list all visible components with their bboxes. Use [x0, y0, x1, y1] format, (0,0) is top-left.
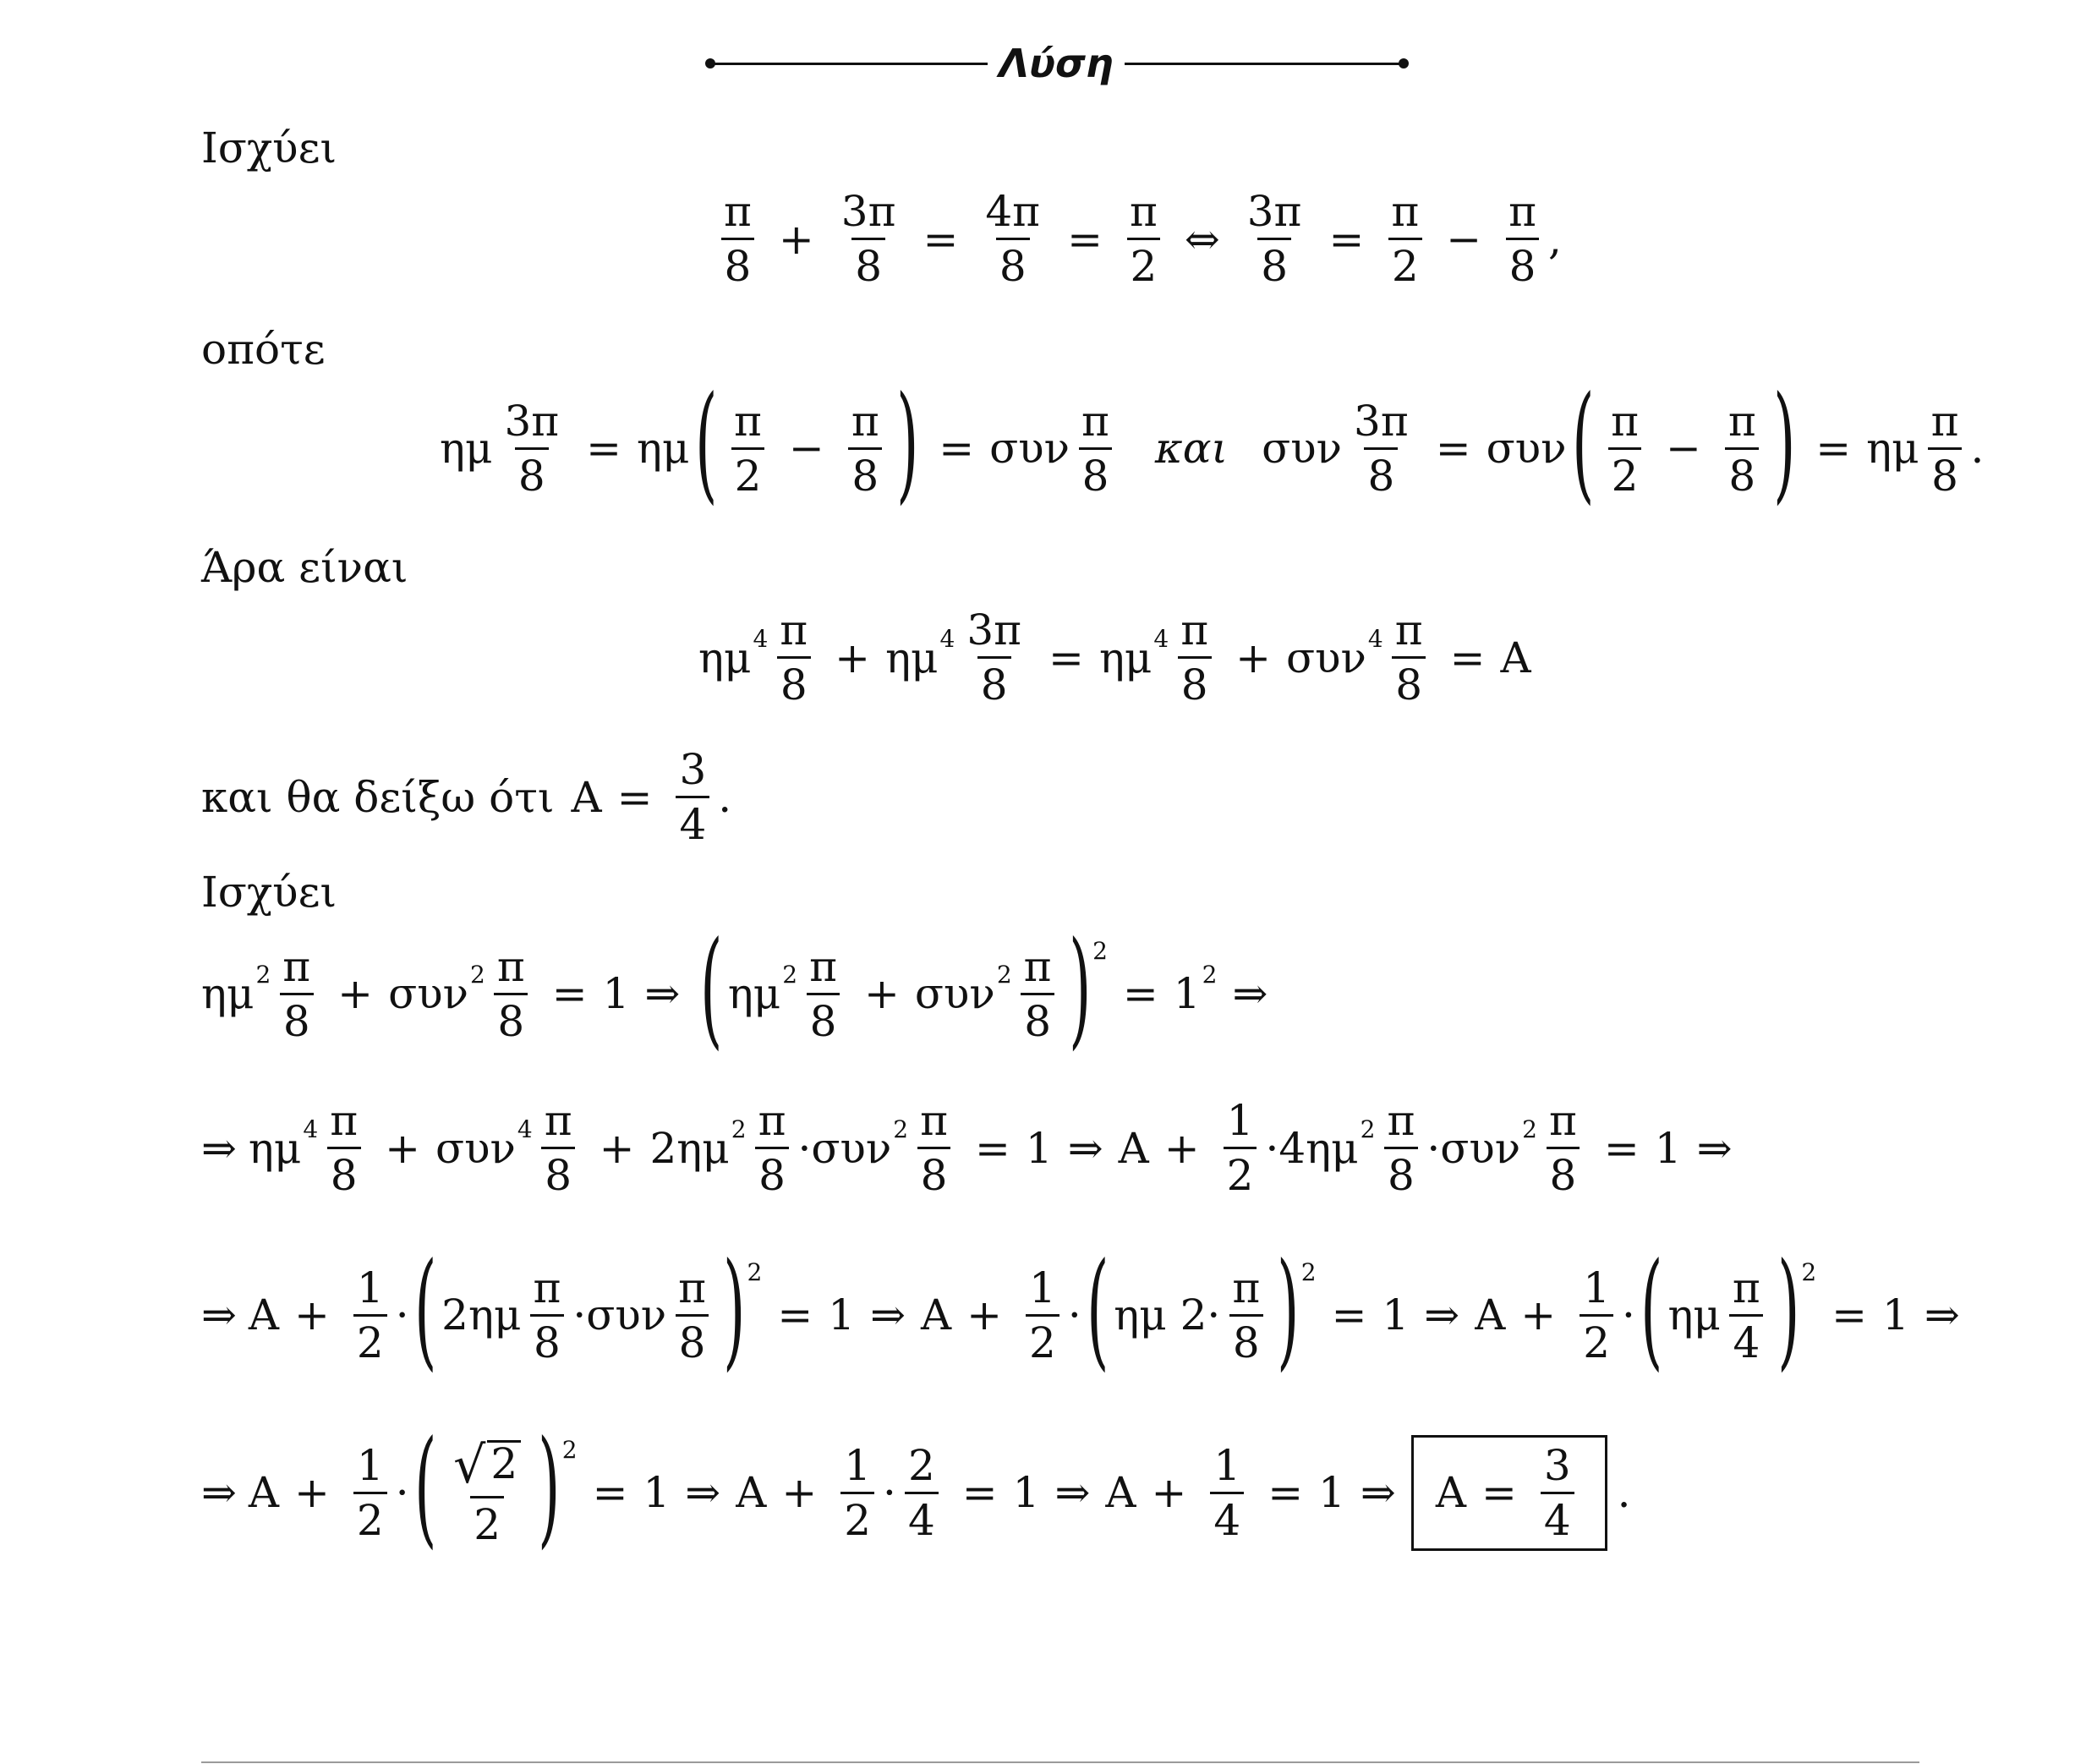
statement-show: και θα δείξω ότι Α = $\frac{3}{4}$ . [201, 745, 732, 849]
frac-sqrt2-2: √ 2 2 [450, 1440, 524, 1546]
header-left-rule [709, 63, 988, 65]
text-ara-einai: Άρα είναι [201, 543, 408, 592]
frac-pi-2-b: $\frac{\pi}{2}$ [1388, 190, 1422, 288]
final-answer-box: Α = $\frac{3}{4}$ [1411, 1435, 1607, 1551]
frac-pi-2: $\frac{\pi}{2}$ [1126, 190, 1161, 288]
equation-7: ⇒ Α + $\frac{1}{2}$ · ( √ 2 2 ) 2 = 1 ⇒ Α + $\frac{1}{2}$ · $\frac{2}{4}$ = 1 ⇒ Α + $\frac{1}{4}$ = 1 ⇒ Α = $\frac{3}{4}$ . [201, 1414, 1631, 1561]
text-isxyei-2: Ισχύει [201, 868, 337, 917]
equation-6: ⇒ Α + $\frac{1}{2}$ · ( 2ημ $\frac{\pi}{8}$ · συν $\frac{\pi}{8}$ ) 2 = 1 ⇒ Α + $\frac{1}{2}$ · ( ημ 2 · $\frac{\pi}{8}$ ) 2 = 1 ⇒ Α + $\frac{1}{2}$ · ( ημ $\frac{\pi}{4}$ ) 2 = 1 ⇒ [201, 1236, 1960, 1383]
equation-3: ημ 4 $\frac{\pi}{8}$ + ημ 4 $\frac{3\pi}{8}$ = ημ 4 $\frac{\pi}{8}$ + συν 4 $\frac{\pi}{8}$ = Α [698, 605, 1531, 709]
solution-header [0, 34, 2097, 93]
frac-4pi-8: $\frac{4\pi}{8}$ [985, 187, 1041, 291]
text-isxyei-1: Ισχύει [201, 123, 337, 173]
equation-2: ημ $\frac{3\pi}{8}$ = ημ ( $\frac{\pi}{2}$ − $\frac{\pi}{8}$ ) = συν $\frac{\pi}{8}$ και συν $\frac{3\pi}{8}$ = συν ( $\frac{\pi}{2}$ − $\frac{\pi}{8}$ ) = ημ $\frac{\pi}{8}$ . [440, 370, 1985, 517]
header-right-rule [1125, 63, 1404, 65]
frac-3pi-8: $\frac{3\pi}{8}$ [840, 187, 896, 291]
equation-1: $\frac{\pi}{8}$ + $\frac{3\pi}{8}$ = $\frac{4\pi}{8}$ = $\frac{\pi}{2}$ ⇔ $\frac{3\pi}{8}$ = $\frac{\pi}{2}$ − $\frac{\pi}{8}$ , [712, 190, 1562, 288]
frac-3pi-8-b: $\frac{3\pi}{8}$ [1246, 187, 1302, 291]
text-opote: οπότε [201, 325, 326, 374]
header-right-dot [1399, 58, 1409, 68]
equation-4: ημ 2 $\frac{\pi}{8}$ + συν 2 $\frac{\pi}{8}$ = 1 ⇒ ( ημ 2 $\frac{\pi}{8}$ + συν 2 $\frac{\pi}{8}$ ) 2 = 1 2 ⇒ [201, 915, 1268, 1062]
footer-rule [201, 1761, 1919, 1763]
frac-pi-8: $\frac{\pi}{8}$ [720, 190, 755, 288]
solution-title: Λύση [999, 41, 1114, 86]
equation-5: ⇒ ημ 4 $\frac{\pi}{8}$ + συν 4 $\frac{\pi}{8}$ + 2ημ 2 $\frac{\pi}{8}$ · συν 2 $\frac{\pi}{8}$ = 1 ⇒ Α + $\frac{1}{2}$ · 4ημ 2 $\frac{\pi}{8}$ · συν 2 $\frac{\pi}{8}$ = 1 ⇒ [201, 1096, 1733, 1200]
frac-pi-8-b: $\frac{\pi}{8}$ [1505, 190, 1540, 288]
